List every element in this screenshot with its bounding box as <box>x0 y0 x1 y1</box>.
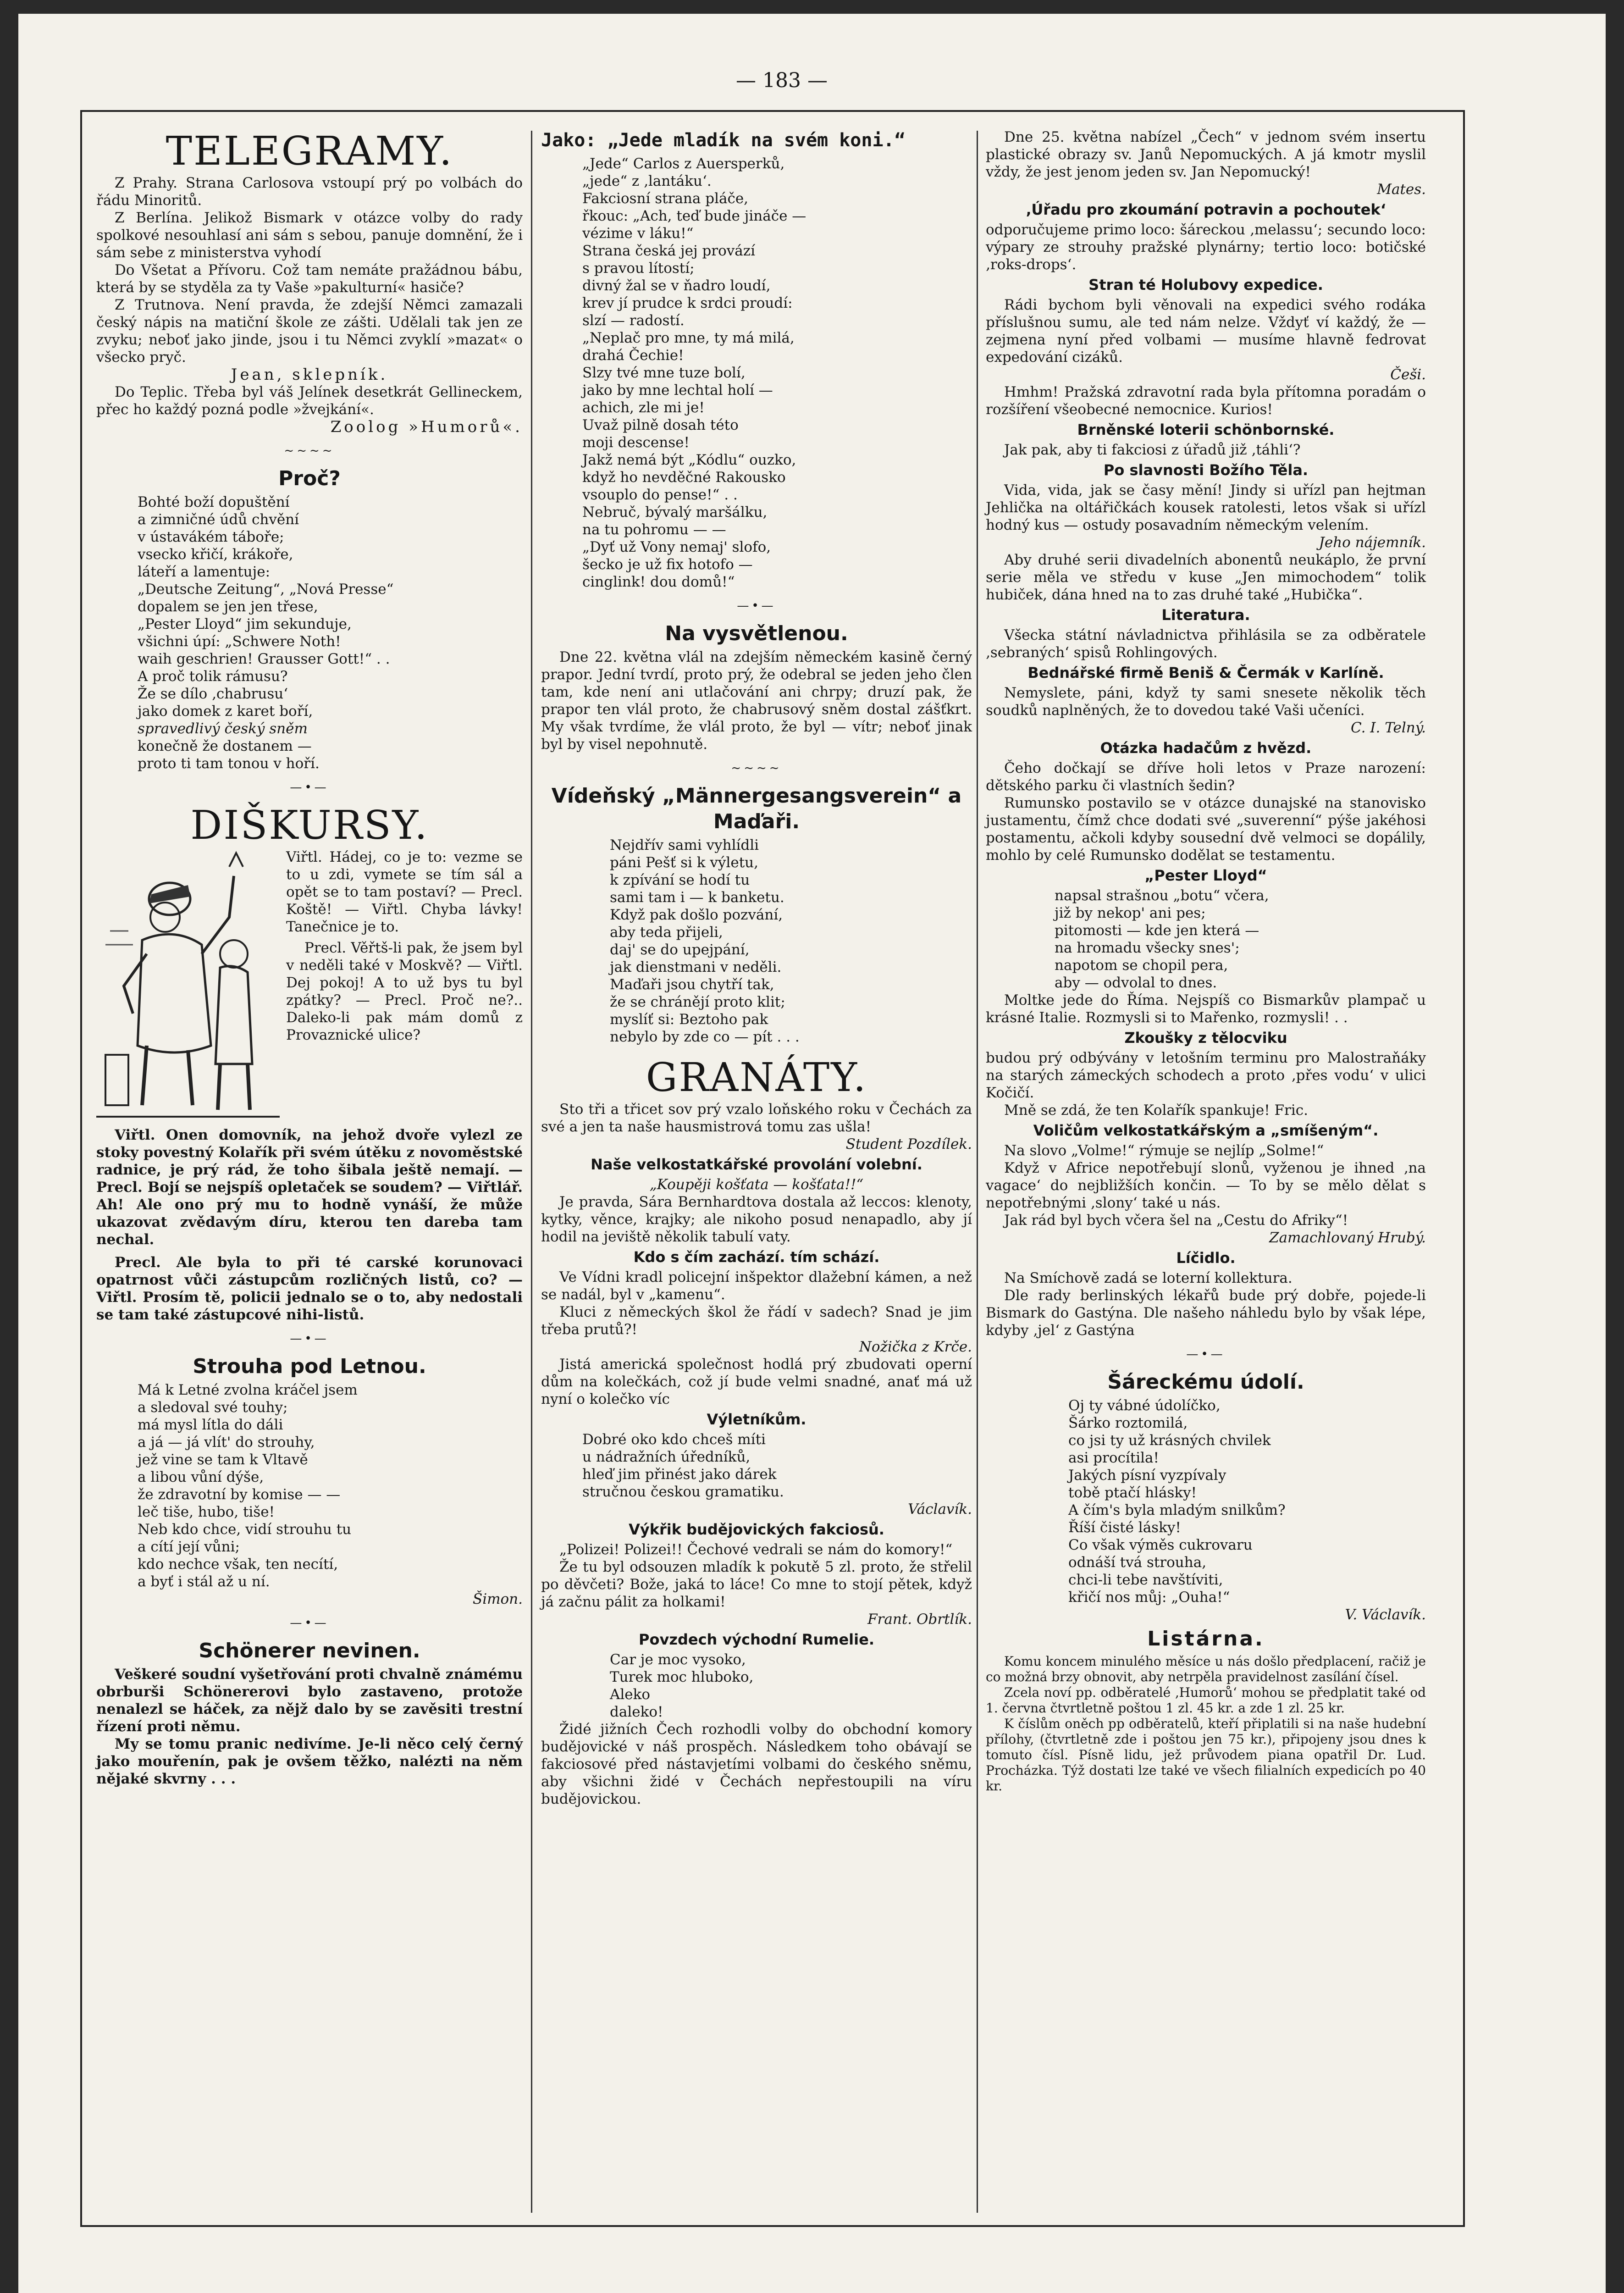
sarka-poem <box>986 1397 1426 1606</box>
poem-line: pitomosti — kde jen která — <box>1055 922 1259 939</box>
poem-line: Jakž nemá být „Kódlu“ ouzko, <box>582 452 796 468</box>
proc-poem <box>96 493 523 772</box>
poem-line: Že se dílo ‚chabrusu‘ <box>138 686 288 702</box>
jak-text: Jak rád byl bych včera šel na „Cestu do Afriky“! <box>1004 1212 1348 1229</box>
column-middle <box>541 128 972 1808</box>
dle-text: Dle rady berlinských lékařů bude prý dobře, pojede-li Bismark do Gastýna. Dle našeho náhledu bylo by však lépe, kdyby ‚jel‘ z Gastýna <box>986 1287 1426 1339</box>
poem-line: jako domek z karet boří, <box>138 703 313 720</box>
poem-line: v ústavákém táboře; <box>138 529 284 545</box>
poem-line: má mysl lítla do dáli <box>138 1417 283 1433</box>
slav-heading: Po slavnosti Božího Těla. <box>1103 461 1309 479</box>
schonerer-heading: Schönerer nevinen. <box>199 1639 420 1662</box>
poem-line: jak dienstmani v neděli. <box>610 959 782 975</box>
column-right <box>986 128 1426 1794</box>
poem-line: Oj ty vábné údolíčko, <box>1068 1397 1221 1414</box>
ornament: —•— <box>737 599 776 613</box>
poem-line: sami tam i — k banketu. <box>610 889 784 906</box>
granaty-heading: GRANÁTY. <box>646 1055 867 1101</box>
volicum-heading: Voličům velkostatkářským a „smíšeným“. <box>1033 1122 1379 1139</box>
telegram-vsetaty: Do Všetat a Přívoru. Což tam nemáte pražádnou bábu, která by se styděla za ty Vaše »pakulturní« hasiče? <box>96 262 523 296</box>
poem-line: Maďaři jsou chytří tak, <box>610 976 774 993</box>
poem-line: Uvaž pilně dosah této <box>582 417 739 433</box>
moltke-text: Moltke jede do Říma. Nejspíš co Bismarkův plampač u krásné Italie. Rozmysli si to Mařenko, rozmysli! . . <box>986 992 1426 1026</box>
poem-line: jako by mne lechtal holí — <box>582 382 773 399</box>
poem-line: všichni úpí: „Schwere Noth! <box>138 633 341 650</box>
poem-line: spravedlivý český sněm <box>138 720 308 737</box>
poem-line: krev jí prudce k srdci proudí: <box>582 295 793 311</box>
poem-line: Jakých písní vyzpívaly <box>1068 1467 1226 1484</box>
ornament: —•— <box>1186 1347 1226 1361</box>
hadac-heading: Otázka hadačům z hvězd. <box>1100 739 1312 757</box>
listarna-text-1: Komu koncem minulého měsíce u nás došlo předplacení, račiž je co možná brzy obnovit, aby netrpěla pravidelnost zasílání čísel. <box>986 1654 1426 1684</box>
poem-line: Aleko <box>610 1686 651 1703</box>
poem-line: „Pester Lloyd“ jim sekunduje, <box>138 616 352 632</box>
volebni-heading: Naše velkostatkářské provolání volební. <box>591 1156 922 1173</box>
vyletnikum-signature: Václavík. <box>908 1501 972 1518</box>
poem-line: Šárko roztomilá, <box>1068 1415 1188 1431</box>
zkousky-text: budou prý odbývány v letošním terminu pro Malostraňáky na starých zámeckých schodech a proto ‚přes vodu‘ v ulici Kočičí. <box>986 1050 1426 1101</box>
poem-line: achich, zle mi je! <box>582 399 705 416</box>
zide-text: Židé jižních Čech rozhodli volby do obchodní komory budějovické v náš prospěch. Následkem toho obávají se fakciosové před nástavjetími volbami do českého sněmu, aby všichni židé v Čechách nepřestoupili na víru budějovickou. <box>541 1721 972 1807</box>
poem-line: „Dyť už Vony nemaj' slofo, <box>582 539 771 555</box>
strouha-signature: Šimon. <box>472 1591 523 1607</box>
ornament: ~~~~ <box>284 444 335 458</box>
kdo-heading: Kdo s čím zachází. tím schází. <box>633 1248 880 1266</box>
brno-text: Jak pak, aby ti fakciosi z úřadů již ‚táhli‘? <box>1004 442 1301 458</box>
licidlo-heading: Líčidlo. <box>1176 1249 1236 1267</box>
diskurs-3: Viřtl. Onen domovník, na jehož dvoře vylezl ze stoky povestný Kolařík při svém útěku z novoměstské radnice, je prý rád, že toho šibala ještě nemají. — Precl. Bojí se nejspíš opletaček se soudem? — Viřtlář. Ah! Ale ono prý mu to hodně vynáší, že může ukazovat zvědavým díru, kterou ten dareba tam nechal. <box>96 1127 523 1248</box>
kluci-signature: Nožička z Krče. <box>859 1339 972 1355</box>
urad-text: odporučujeme primo loco: šáreckou ‚melassu‘; secundo loco: výpary ze strouhy pražské plynárny; tertio loco: botičské ‚roks-drops‘. <box>986 222 1426 273</box>
povzdech-poem <box>541 1651 972 1721</box>
vyletnikum-heading: Výletníkům. <box>707 1411 806 1428</box>
poem-line: leč tiše, hubo, tiše! <box>138 1504 275 1520</box>
volicum-text: Na slovo „Volme!“ rýmuje se nejlíp „Solme!“ <box>1004 1142 1324 1159</box>
poem-line: Má k Letné zvolna kráčel jsem <box>138 1382 358 1398</box>
poem-line: myslíť si: Beztoho pak <box>610 1011 768 1028</box>
poem-line: divný žal se v ňadro loudí, <box>582 277 771 294</box>
column-rule-2 <box>977 131 978 2213</box>
telegram-teplice: Do Teplic. Třeba byl váš Jelínek desetkrát Gellineckem, přec ho každý pozná podle »žvejkání«. <box>96 384 523 418</box>
aby-text: Aby druhé serii divadelních abonentů neukáplo, že první serie měla ve středu v kuse „Jen mimochodem“ tolik hubiček, dána hned na to zas druhé také „Hubička“. <box>986 552 1426 603</box>
sarka-signature: V. Václavík. <box>1345 1606 1426 1623</box>
nav-text: Dne 22. května vlál na zdejším německém kasině černý prapor. Jední tvrdí, proto prý, že odebral se jeden jeho člen tam, kde není ani utlačování ani chrpy; druzí pak, že prapor ten vlál proto, že chabrusový sněm dostal zášťkrt. My však tvrdíme, že vlál proto, že byl — vítr; neboť jinak byl by visel nepohnutě. <box>541 649 972 753</box>
proc-heading: Proč? <box>278 467 341 490</box>
poem-line: napotom se chopil pera, <box>1055 957 1228 974</box>
zetu-text: Že tu byl odsouzen mladík k pokutě 5 zl. proto, že střelil po děvčeti? Bože, jaká to láce! Co mne to stojí pětek, když já začnu pálit za holkami! <box>541 1559 972 1610</box>
poem-line: a já — já vlít' do strouhy, <box>138 1434 315 1451</box>
kluci-text: Kluci z německých škol že řádí v sadech? Snad je jim třeba prutů?! <box>541 1304 972 1338</box>
poem-line: s pravou lítostí; <box>582 260 695 277</box>
poem-line: Bohté boží dopuštění <box>138 494 290 510</box>
poem-line: „Neplač pro mne, ty má milá, <box>582 330 795 346</box>
poem-line: láteří a lamentuje: <box>138 564 271 580</box>
sarka-heading: Šáreckému údolí. <box>1107 1370 1304 1394</box>
poem-line: daleko! <box>610 1704 663 1720</box>
sara-text: Je pravda, Sára Bernhardtova dostala až leccos: klenoty, kytky, věnce, krajky; ale nikoho posud nenapadlo, aby jí hodil na jeviště několik tabulí vaty. <box>541 1194 972 1245</box>
poem-line: slzí — radostí. <box>582 312 685 329</box>
jista-text: Jistá americká společnost hodlá prý zbudovati operní dům na kolečkách, což jí bude velmi snadné, anať má už nyní o kolečko víc <box>541 1356 972 1407</box>
lit-heading: Literatura. <box>1161 606 1250 624</box>
holub-text: Rádi bychom byli věnovali na expedici svého rodáka příslušnou sumu, ale ted nám nelze. Vždyť ví každý, že — zejmena nyní před volbami — musíme hlavně fedrovat expedování cizáků. <box>986 297 1426 366</box>
benis-text: Nemyslete, páni, když ty sami snesete několik těch soudků naplněných, že to dovedou také Vaši učeníci. <box>986 685 1426 719</box>
poem-line: daj' se do upejpání, <box>610 942 750 958</box>
poem-line: a byť i stál až u ní. <box>138 1573 270 1590</box>
licidlo-text: Na Smíchově zadá se loterní kollektura. <box>1004 1270 1293 1286</box>
poem-line: Říší čisté lásky! <box>1068 1519 1181 1536</box>
kdyz-text: Když v Africe nepotřebují slonů, vyženou je ihned ‚na vagace‘ do nejbližších končin. — To by se mělo dělat s nepotřebnými ‚slony‘ také u nás. <box>986 1160 1426 1211</box>
slav-signature: Jeho nájemník. <box>1319 534 1426 551</box>
poem-line: Fakciosní strana pláče, <box>582 190 749 207</box>
zkousky-heading: Zkoušky z tělocviku <box>1124 1029 1287 1047</box>
jak-signature: Zamachlovaný Hrubý. <box>1269 1230 1426 1246</box>
telegram-trutnov: Z Trutnova. Není pravda, že zdejší Němci zamazali český nápis na matiční škole ze zášti. Udělali tak jen ze zvyku; neboť jako jinde, jsou i tu Němci zvyklí »mazat« o všecko pryč. <box>96 297 523 366</box>
benis-heading: Bednářské firmě Beniš & Čermák v Karlíně. <box>1027 664 1384 681</box>
listarna-text-2: Zcela noví pp. odběratelé ‚Humorů‘ mohou se předplatit také od 1. června čtvrtletně poštou 1 zl. 45 kr. a zde 1 zl. 25 kr. <box>986 1685 1426 1716</box>
poem-line: vsecko křičí, krákoře, <box>138 546 293 563</box>
granaty-intro: Sto tři a třicet sov prý vzalo loňského roku v Čechách za své a jen ta naše hausmistrová tomu zas ušla! <box>541 1101 972 1135</box>
poem-line: že se chránějí proto klit; <box>610 994 785 1010</box>
kdo-text: Ve Vídni kradl policejní inšpektor dlažební kámen, a než se nadál, byl v „kamenu“. <box>541 1269 972 1303</box>
poem-line: a libou vůní dýše, <box>138 1469 264 1485</box>
poem-line: Neb kdo chce, vidí strouhu tu <box>138 1521 352 1538</box>
telegram-berlin: Z Berlína. Jelikož Bismark v otázce volby do rady spolkové nesouhlasí ani sám s sebou, panuje domnění, že i sám sebe z ministerstva vyhodí <box>96 210 523 261</box>
poem-line: chci-li tebe navštíviti, <box>1068 1572 1223 1588</box>
mne-text: Mně se zdá, že ten Kolařík spankuje! Fric. <box>1004 1102 1308 1119</box>
telegram-signature-2: Zoolog »Humorů«. <box>330 418 523 436</box>
poem-line: a zimničné údů chvění <box>138 511 299 528</box>
holub-heading: Stran té Holubovy expedice. <box>1088 276 1323 294</box>
poem-line: dopalem se jen jen třese, <box>138 598 318 615</box>
poem-line: aby teda přijeli, <box>610 924 723 941</box>
poem-line: šecko je už fix hotofo — <box>582 556 753 573</box>
poem-line: vézime v láku!“ <box>582 225 694 242</box>
povzdech-heading: Povzdech východní Rumelie. <box>639 1631 874 1648</box>
poem-line: páni Pešť si k výletu, <box>610 854 758 871</box>
poem-line: že zdravotní by komise — — <box>138 1486 341 1503</box>
videnky-heading: Vídeňský „Männergesangsverein“ a Maďaři. <box>551 784 962 833</box>
poem-line: u nádražních úředníků, <box>582 1449 751 1465</box>
poem-line: waih geschrien! Grausser Gott!“ . . <box>138 651 390 667</box>
vykrik-text: „Polizei! Polizei!! Čechové vedrali se nám do komory!“ <box>559 1541 953 1558</box>
poem-line: Nejdřív sami vyhlídli <box>610 837 759 853</box>
poem-line: a cítí její vůni; <box>138 1539 240 1555</box>
telegramy-heading: TELEGRAMY. <box>166 128 453 174</box>
poem-line: tobě ptačí hlásky! <box>1068 1484 1197 1501</box>
poem-line: když ho nevděčné Rakousko <box>582 469 786 486</box>
poem-line: Co však výměs cukrovaru <box>1068 1537 1253 1553</box>
poem-line: vsouplo do pense!“ . . <box>582 487 738 503</box>
nav-heading: Na vysvětlenou. <box>665 622 848 645</box>
cartoon-illustration <box>96 848 280 1124</box>
poem-line: a sledoval své touhy; <box>138 1399 288 1416</box>
volebni-subtitle: „Koupěji košťata — košťata!!“ <box>649 1176 864 1193</box>
poem-line: moji descense! <box>582 434 690 451</box>
poem-line: „jede“ z ‚lantáku‘. <box>582 173 712 189</box>
diskurs-2: Precl. Věřtš-li pak, že jsem byl v neděli také v Moskvě? — Viřtl. Dej pokoj! A to už bys tu byl zpátky? — Precl. Proč ne?.. Daleko-li pak mám domů z Provaznické ulice? <box>286 940 523 1043</box>
brno-heading: Brněnské loterii schönbornské. <box>1077 421 1335 438</box>
poem-line: A čím's byla mladým snilkům? <box>1068 1502 1286 1518</box>
strouha-poem <box>96 1381 523 1590</box>
poem-line: aby — odvolal to dnes. <box>1055 975 1217 991</box>
poem-line: Turek moc hluboko, <box>610 1669 754 1685</box>
ornament: —•— <box>290 1332 329 1346</box>
poem-line: odnáší tvá strouha, <box>1068 1554 1207 1571</box>
poem-line: jež vine se tam k Vltavě <box>138 1451 308 1468</box>
pester-poem <box>986 887 1426 991</box>
poem-line: drahá Čechie! <box>582 347 684 364</box>
poem-line: Nebruč, bývalý maršálku, <box>582 504 768 521</box>
poem-line: stručnou českou gramatiku. <box>582 1484 784 1500</box>
urad-heading: ‚Úřadu pro zkoumání potravin a pochoutek‘ <box>1026 201 1386 218</box>
rumun-text: Rumunsko postavilo se v otázce dunajské na stanovisko justamentu, čímž chce dodati své „suverenní“ pýše jakéhosi postamentu, ačkoli kdyby sousední dvě velmoci se dopálily, mohlo by celé Rumunsko dodělat se testamentu. <box>986 795 1426 864</box>
poem-line: Slzy tvé mne tuze bolí, <box>582 365 746 381</box>
pester-heading: „Pester Lloyd“ <box>1144 867 1267 884</box>
poem-line: křičí nos můj: „Ouha!“ <box>1068 1589 1230 1606</box>
ornament: —•— <box>290 1616 329 1630</box>
poem-line: asi procítila! <box>1068 1450 1159 1466</box>
diskurs-1: Viřtl. Hádej, co je to: vezme se to u zdi, vymete se tím sál a opět se to tam postaví? — Precl. Koště! — Viřtl. Chyba lávky! Tanečnice je to. <box>286 849 523 935</box>
dne25-text: Dne 25. května nabízel „Čech“ v jednom svém insertu plastické obrazy sv. Janů Nepomuckých. A já kmotr myslil vždy, že jest jenom jeden sv. Jan Nepomucký! <box>986 129 1426 180</box>
poem-line: napsal strašnou „botu“ včera, <box>1055 887 1269 904</box>
page-number: — 183 — <box>736 69 828 92</box>
granaty-intro-signature: Student Pozdílek. <box>845 1136 972 1152</box>
poem-line: „Jede“ Carlos z Auersperků, <box>582 155 785 172</box>
vyletnikum-poem <box>541 1431 972 1501</box>
listarna-text-3: K číslům oněch pp odběratelů, kteří připlatili si na naše hudební přílohy, (čtvrtletně zde i poštou jen 75 kr.), připojeny jsou dnes k tomuto čísl. Písně lidu, jež průvodem piana opatřil Dr. Lud. Procházka. Týž dostati lze také ve všech filialních expedicích po 40 kr. <box>986 1716 1426 1794</box>
zetu-signature: Frant. Obrtlík. <box>867 1611 972 1628</box>
poem-line: hleď jim přinést jako dárek <box>582 1466 777 1483</box>
dne25-signature: Mates. <box>1377 181 1426 198</box>
jako-poem <box>541 155 972 591</box>
benis-signature: C. I. Telný. <box>1350 720 1426 736</box>
column-left <box>96 128 523 1788</box>
holub-signature: Češi. <box>1390 366 1426 383</box>
poem-line: co jsi ty už krásných chvilek <box>1068 1432 1271 1449</box>
poem-line: na hromadu všecky snes'; <box>1055 940 1240 956</box>
telegram-praha: Z Prahy. Strana Carlosova vstoupí prý po volbách do řádu Minoritů. <box>96 175 523 209</box>
jako-heading: Jako: „Jede mladík na svém koni.“ <box>541 130 906 151</box>
poem-line: konečně že dostanem — <box>138 738 312 754</box>
poem-line: kdo nechce však, ten necítí, <box>138 1556 338 1573</box>
column-rule-1 <box>531 131 532 2213</box>
telegram-signature-1: Jean, sklepník. <box>231 366 388 384</box>
hadac-text: Čeho dočkají se dříve holi letos v Praze narození: dětského parku či vlastních šedin? <box>986 760 1426 794</box>
poem-line: Dobré oko kdo chceš míti <box>582 1431 766 1448</box>
strouha-heading: Strouha pod Letnou. <box>193 1355 426 1378</box>
poem-line: cinglink! dou domů!“ <box>582 574 735 590</box>
poem-line: proto ti tam tonou v hoří. <box>138 755 320 772</box>
poem-line: A proč tolik rámusu? <box>138 668 288 685</box>
listarna-heading: Listárna. <box>1147 1627 1265 1651</box>
ornament: —•— <box>290 781 329 794</box>
hmhm-text: Hmhm! Pražská zdravotní rada byla přítomna poradám o rozšíření všeobecné nemocnice. Kurios! <box>986 384 1426 418</box>
poem-line: k zpívání se hodí tu <box>610 872 750 888</box>
poem-line: již by nekop' ani pes; <box>1055 905 1206 921</box>
poem-line: „Deutsche Zeitung“, „Nová Presse“ <box>138 581 394 598</box>
poem-line: nebylo by zde co — pít . . . <box>610 1029 800 1045</box>
poem-line: na tu pohromu — — <box>582 521 726 538</box>
schonerer-text-1: Veškeré soudní vyšetřování proti chvalně známému obrburši Schönererovi bylo zastaveno, protože nenalezl se háček, za nějž dalo by se zavěsiti trestní řízení proti němu. <box>96 1666 523 1735</box>
poem-line: Car je moc vysoko, <box>610 1651 746 1668</box>
poem-line: řkouc: „Ach, teď bude jináče — <box>582 208 806 224</box>
poem-line: Strana česká jej provází <box>582 243 756 259</box>
videnky-poem <box>541 836 972 1046</box>
lit-text: Všecka státní návladnictva přihlásila se za odběratele ‚sebraných‘ spisů Rohlingových. <box>986 627 1426 661</box>
diskursy-heading: DIŠKURSY. <box>190 803 429 848</box>
ornament: ~~~~ <box>731 761 782 775</box>
vykrik-heading: Výkřik budějovických fakciosů. <box>629 1521 884 1538</box>
poem-line: Když pak došlo pozvání, <box>610 907 783 923</box>
schonerer-text-2: My se tomu pranic nedivíme. Je-li něco celý černý jako mouřenín, pak je ovšem těžko, nalézti na něm nějaké skvrny . . . <box>96 1736 523 1787</box>
slav-text: Vida, vida, jak se časy mění! Jindy si uřízl pan hejtman Jehlička na oltářičkách kousek ratolesti, letos však si uřízl hodný kus — ostudy posavadním německým velením. <box>986 482 1426 533</box>
diskurs-4: Precl. Ale byla to při té carské korunovaci opatrnost vůči zástupcům rozličných listů, co? — Viřtl. Prosím tě, policii jednalo se o to, aby nedostali se tam také zástupcové nihi-listů. <box>96 1254 523 1323</box>
